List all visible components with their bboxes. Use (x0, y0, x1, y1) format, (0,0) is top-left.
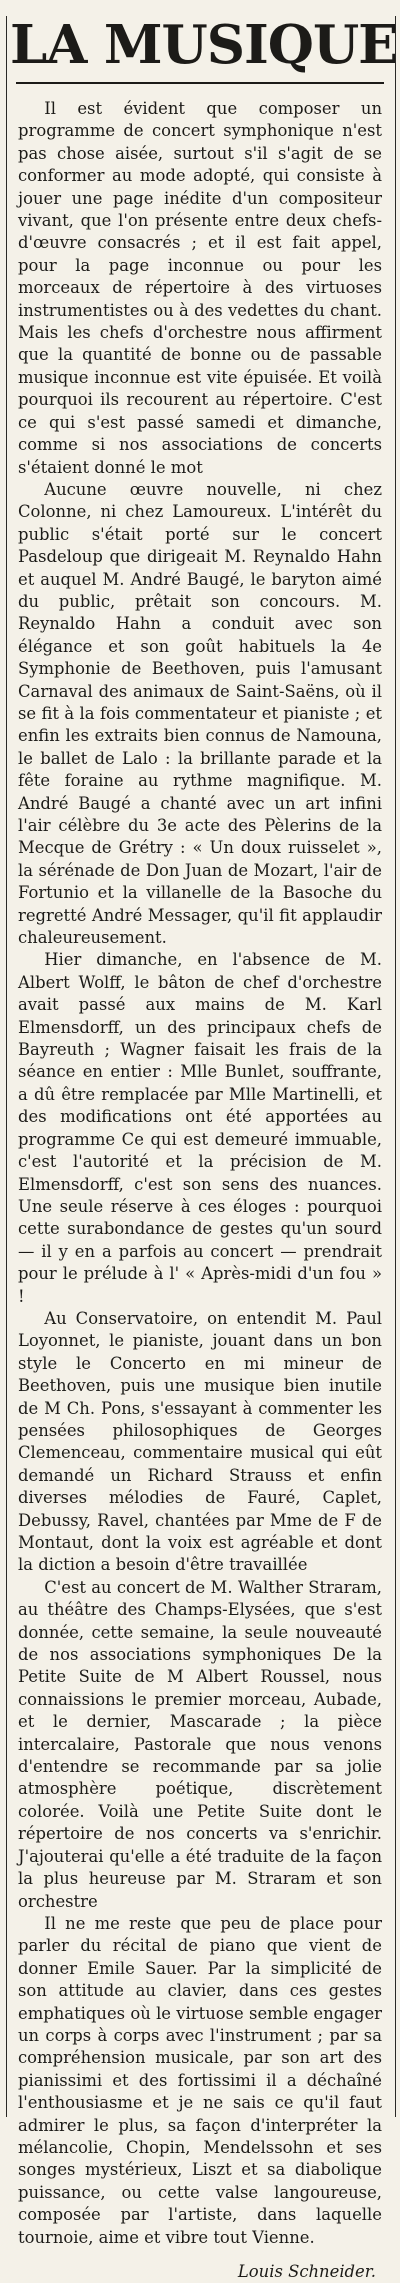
paragraph: Au Conservatoire, on entendit M. Paul Loyonnet, le pianiste, jouant dans un bon style le Concerto en mi mineur de Beethoven, puis une musique bien inutile de M Ch. Pons, s'essayant à commenter les pensées philosophiques de Georges Clemenceau, commentaire musical qui eût demandé un Richard Strauss et enfin diverses mélodies de Fauré, Caplet, Debussy, Ravel, chantées par Mme de F de Montaut, dont la voix est agréable et dont la diction a besoin d'être travaillée (18, 1308, 382, 1575)
author-signature: Louis Schneider. (237, 2262, 376, 2281)
paragraph: Hier dimanche, en l'absence de M. Albert Wolff, le bâton de chef d'orchestre avait passé aux mains de M. Karl Elmensdorff, un des principaux chefs de Bayreuth ; Wagner faisait les frais de la séance en entier : Mlle Bunlet, souffrante, a dû être remplacée par Mlle Martinelli, et des modifications ont été apportées au programme Ce qui est demeuré immuable, c'est l'autorité et la précision de M. Elmensdorff, c'est son sens des nuances. Une seule réserve à ces éloges : pourquoi cette surabondance de gestes qu'un sourd — il y en a parfois au concert — prendrait pour le prélude à l' « Après-midi d'un fou » ! (18, 950, 382, 1306)
paragraph: Il ne me reste que peu de place pour parler du récital de piano que vient de donner Emile Sauer. Par la simplicité de son attitude au clavier, dans ces gestes emphatiques où le virtuose semble engager un corps à corps avec l'instrument ; par sa compréhension musicale, par son art des pianissimi et des fortissimi il a déchaîné l'enthousiasme et je ne sais ce qu'il faut admirer le plus, sa façon d'interpréter la mélancolie, Chopin, Mendelssohn et ses songes mystérieux, Liszt et sa diabolique puissance, ou cette valse langoureuse, composée par l'artiste, dans laquelle tournoie, aime et vibre tout Vienne. (18, 1913, 382, 2247)
paragraph: C'est au concert de M. Walther Straram, au théâtre des Champs-Elysées, que s'est donnée, cette semaine, la seule nouveauté de nos associations symphoniques De la Petite Suite de M Albert Roussel, nous connaissions le premier morceau, Aubade, et le dernier, Mascarade ; la pièce intercalaire, Pastorale que nous venons d'entendre se recommande par sa jolie atmosphère poétique, discrètement colorée. Voilà une Petite Suite dont le répertoire de nos concerts va s'enrichir. J'ajouterai qu'elle a été traduite de la façon la plus heureuse par M. Straram et son orchestre (18, 1577, 382, 1911)
headline-rule (16, 82, 384, 84)
article-body (10, 98, 390, 2283)
paragraph: Aucune œuvre nouvelle, ni chez Colonne, ni chez Lamoureux. L'intérêt du public s'était porté sur le concert Pasdeloup que dirigeait M. Reynaldo Hahn et auquel M. André Baugé, le baryton aimé du public, prêtait son concours. M. Reynaldo Hahn a conduit avec son élégance et son goût habituels la 4e Symphonie de Beethoven, puis l'amusant Carnaval des animaux de Saint-Saëns, où il se fit à la fois commentateur et pianiste ; et enfin les extraits bien connus de Namouna, le ballet de Lalo : la brillante parade et la fête foraine au rythme magnifique. M. André Baugé a chanté avec un art infini l'air célèbre du 3e acte des Pèlerins de la Mecque de Grétry : « Un doux ruisselet », la sérénade de Don Juan de Mozart, l'air de Fortunio et la villanelle de la Basoche du regretté André Messager, qu'il fit applaudir chaleureusement. (18, 479, 382, 948)
paragraph: Il est évident que composer un programme de concert symphonique n'est pas chose aisée, surtout s'il s'agit de se conformer au mode adopté, qui consiste à jouer une page inédite d'un compositeur vivant, que l'on présente entre deux chefs-d'œuvre consacrés ; et il est fait appel, pour la page inconnue ou pour les morceaux de répertoire à des virtuoses instrumentistes ou à des vedettes du chant. Mais les chefs d'orchestre nous affirment que la quantité de bonne ou de passable musique inconnue est vite épuisée. Et voilà pourquoi ils recourent au répertoire. C'est ce qui s'est passé samedi et dimanche, comme si nos associations de concerts s'étaient donné le mot (18, 99, 382, 477)
headline: LA MUSIQUE (10, 14, 398, 76)
column-rule-right (395, 16, 396, 2117)
newspaper-column (0, 14, 400, 2281)
column-rule-left (6, 16, 7, 2117)
